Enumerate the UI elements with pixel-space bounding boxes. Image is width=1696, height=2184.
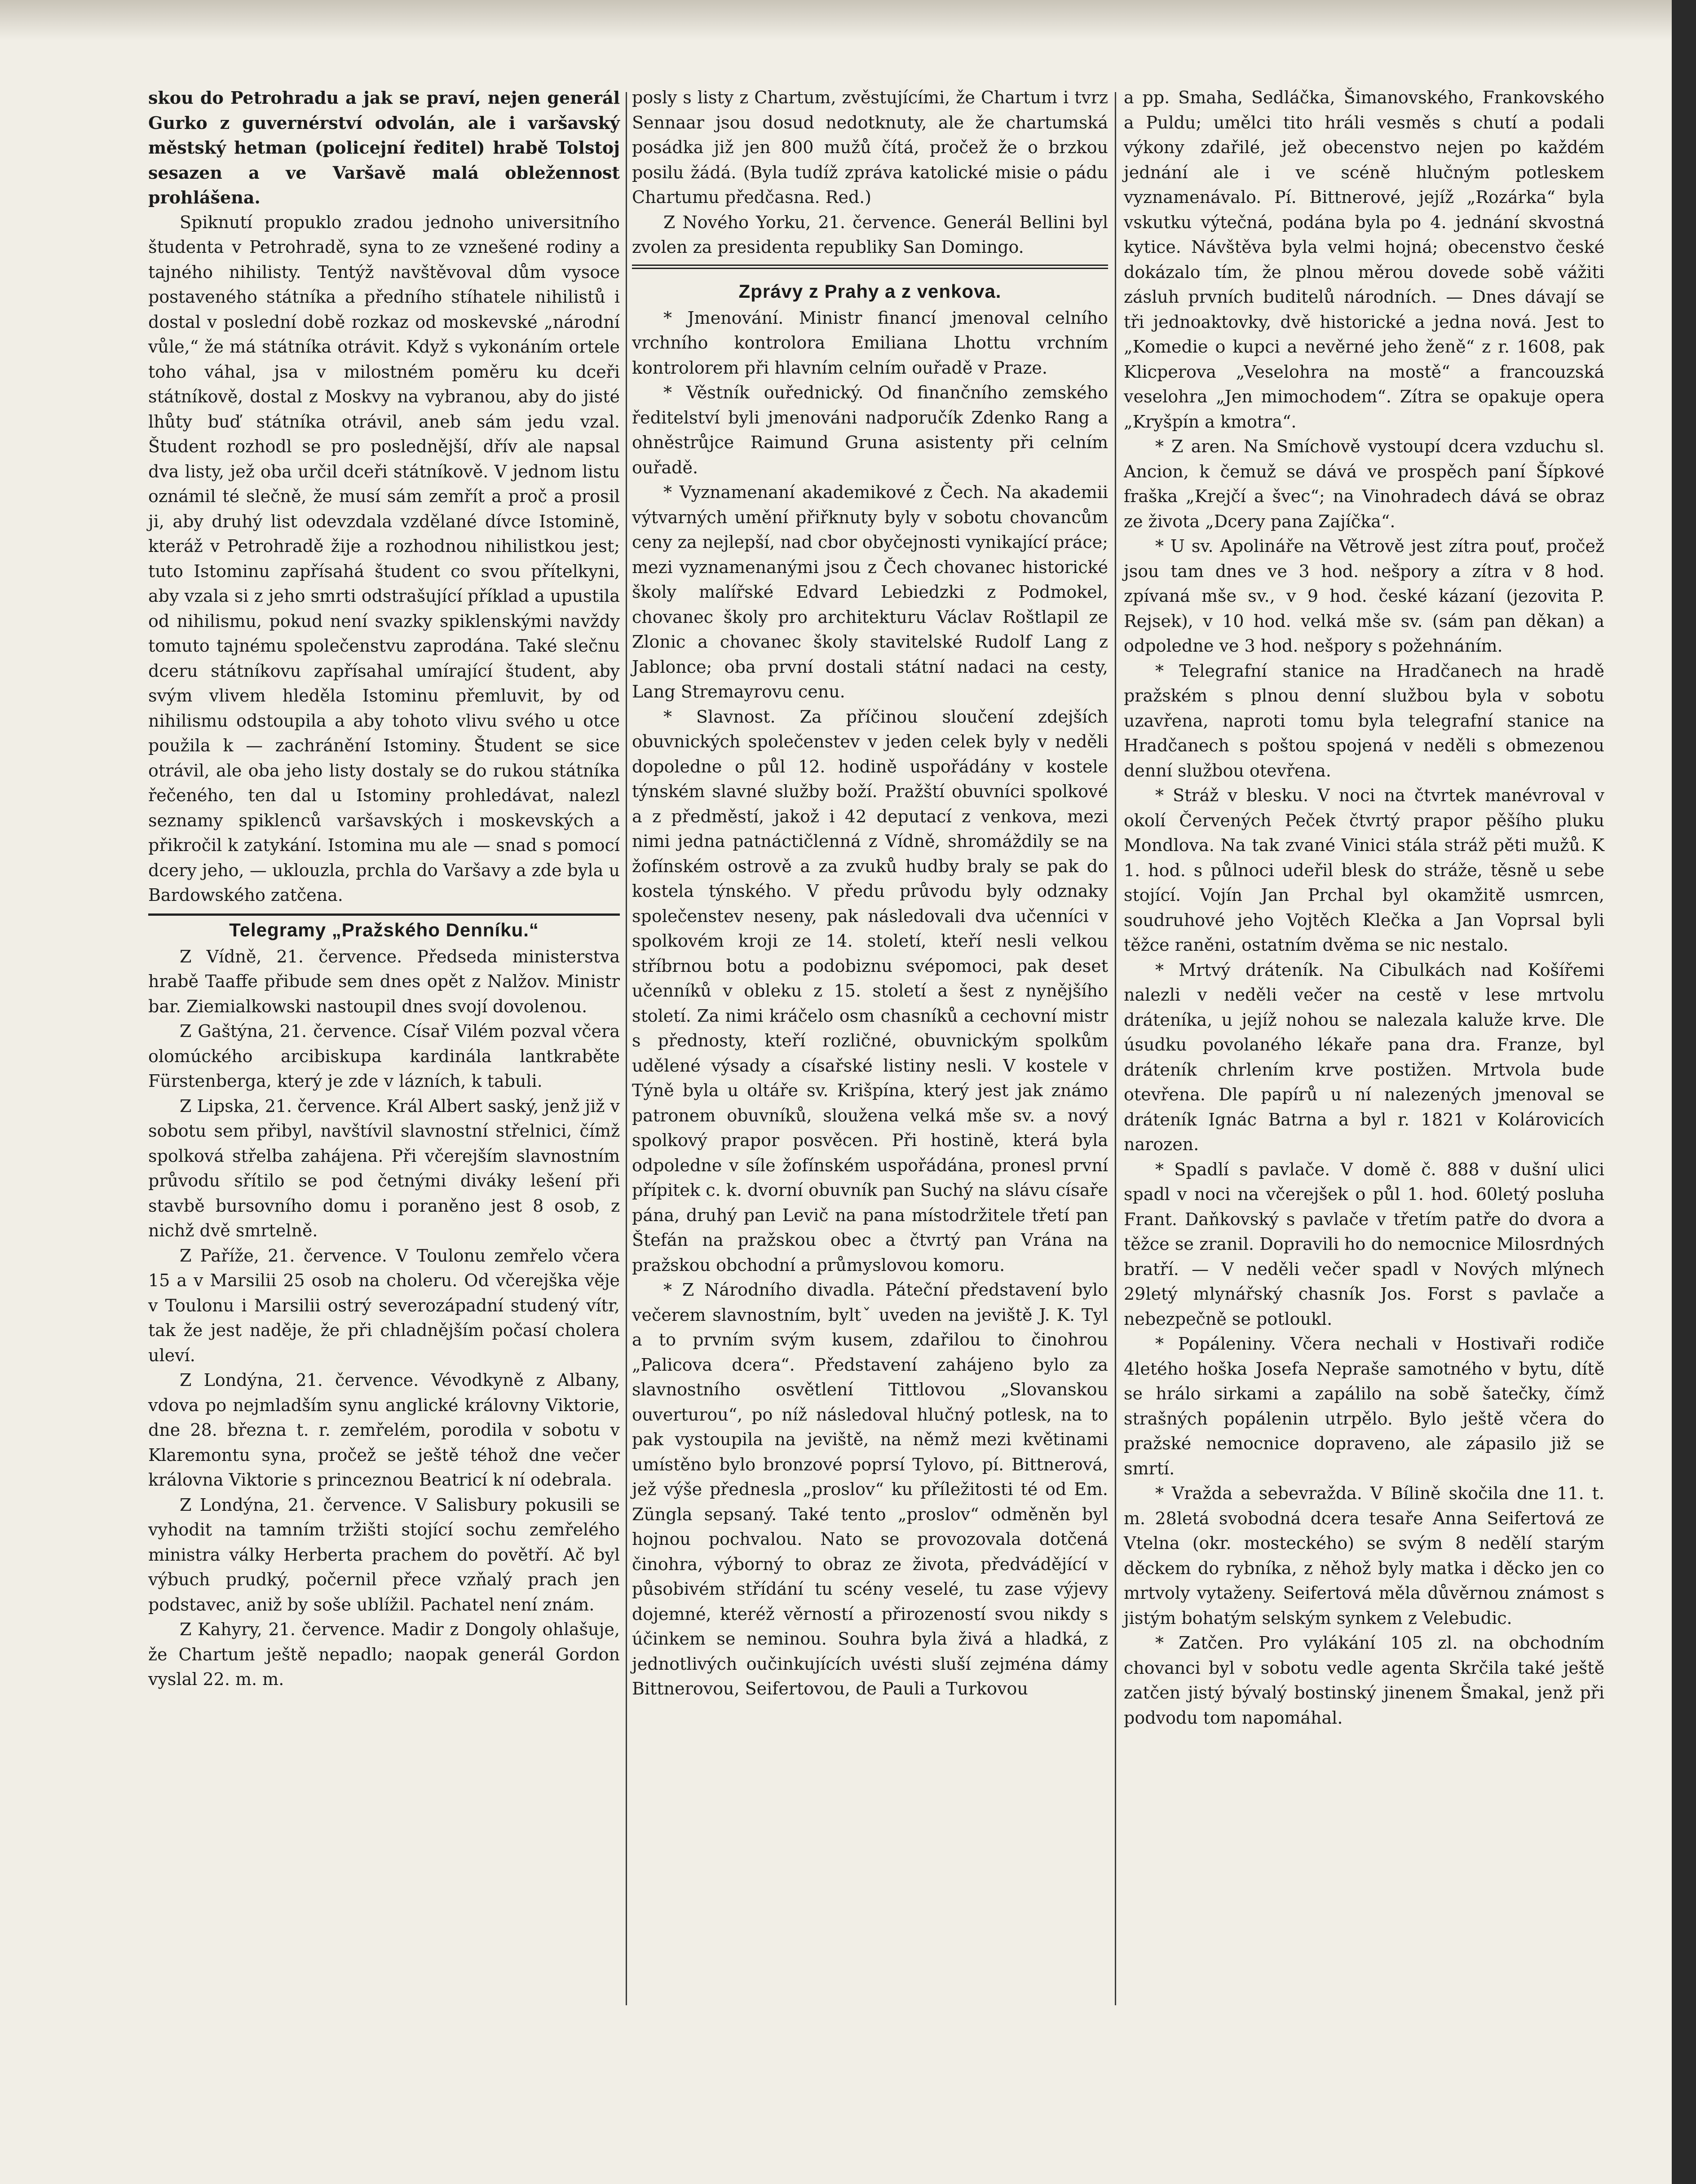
theatre-continuation: a pp. Smaha, Sedláčka, Šimanovského, Frankovského a Puldu; umělci tito hráli vesměs s chutí a podali výkony zdařilé, jež obecenstvo nejen po každém jednání ale i ve scéně hlučným potleskem vyznamenávalo. Pí. Bittnerové, jejíž „Rozárka“ byla vskutku výtečná, podána byla po 4. jednání skvostná kytice. Návštěva byla velmi hojná; obecenstvo české dokázalo tím, že plnou měrou dovede sobě vážiti zásluh prvních buditelů národních. — Dnes dávají se tři jednoaktovky, dvě historické a jedna nová. Jest to „Komedie o kupci a nevěrné jeho ženě“ z r. 1608, pak Klicperova „Veselohra na mostě“ a francouzská veselohra „Jen mimochodem“. Zítra se opakuje opera „Kryšpín a kmotra“. xyxy=(1124,88,1604,432)
column-3 xyxy=(1124,85,1604,1730)
telegram-new-york: Z Nového Yorku, 21. července. Generál Bellini byl zvolen za presidenta republiky San Domingo. xyxy=(632,212,1108,257)
telegram-london-2: Z Londýna, 21. července. V Salisbury pokusili se vyhodit na tamním tržišti stojící sochu zemřelého ministra války Herberta prachem do povětří. Ač byl výbuch prudký, počernil přece vzňalý prach jen podstavec, aniž by soše ublížil. Pachatel není znám. xyxy=(148,1495,620,1615)
page-right-edge xyxy=(1672,0,1696,2184)
page-top-shadow xyxy=(0,0,1672,40)
article-paragraph: Spiknutí propuklo zradou jednoho universitního študenta v Petrohradě, syna to ze vznešené rodiny a tajného nihilisty. Tentýž navštěvoval dům vysoce postaveného státníka a předního stíhatele nihilistů i dostal v poslední době rozkaz od moskevské „národní vůle,“ že má státníka otrávit. Když s vykonáním ortele toho váhal, jsa v milostném poměru ku dceři státníkově, dostal z Moskvy na vybranou, aby do jisté lhůty buď státníka otrávil, aneb sám jedu vzal. Študent rozhodl se pro poslednější, dřív ale napsal dva listy, jež oba určil dceři státníkově. V jednom listu oznámil té slečně, že musí sám zemřít a proč a prosil ji, aby druhý list odevzdala vzdělané dívce Istomině, kteráž v Petrohradě žije a rozhodnou nihilistkou jest; tuto Istominu zapřísahá študent co svou přítelkyni, aby vzala si z jeho smrti odstrašující příklad a upustila od nihilismu, pokud není svazky spiklenskými navždy tomuto tajnému společenstvu zaprodána. Také slečnu dceru státníkovu zapřísahal umírající študent, aby svým vlivem hleděla Istominu přemluvit, by od nihilismu odstoupila a aby tohoto vlivu svého u otce použila k — zachránění Istominy. Študent se sice otrávil, ale oba jeho listy dostaly se do rukou státníka řečeného, ten dal u Istominy prohledávat, nalezl seznamy spiklenců varšavských i moskevských a přikročil k zatykání. Istomina mu ale — snad s pomocí dcery jeho, — uklouzla, prchla do Varšavy a zde byla u Bardowského zatčena. xyxy=(148,212,620,905)
news-murder-suicide: * Vražda a sebevražda. V Bílině skočila dne 11. t. m. 28letá svobodná dcera tesaře Anna Seifertová ze Vtelna (okr. mosteckého) se svým 8 nedělí starým děckem do rybníka, z něhož byly matka i děcko jen co mrtvoly vytaženy. Seifertová měla důvěrnou známost s jistým bohatým selským synkem z Velebudic. xyxy=(1124,1483,1604,1628)
news-falls: * Spadlí s pavlače. V domě č. 888 v dušní ulici spadl v noci na včerejšek o půl 1. hod. 60letý posluha Frant. Daňkovský s pavlače v třetím patře do dvora a těžce se zranil. Dopravili ho do nemocnice Milosrdných bratří. — V neděli večer spadl v Nových mlýnech 29letý mlynářský chasník Jos. Forst s pavlače a nebezpečně se potloukl. xyxy=(1124,1159,1604,1329)
news-appointment: * Jmenování. Ministr financí jmenoval celního vrchního kontrolora Emiliana Lhottu vrchním kontrolorem při hlavním celním ouřadě v Praze. xyxy=(632,308,1108,378)
news-celebration: * Slavnost. Za příčinou sloučení zdejších obuvnických společenstev v jeden celek byly v neděli dopoledne o půl 12. hodině uspořádány v kostele týnském slavné služby boží. Pražští obuvníci spolkové a z předměstí, jakož i 42 deputací z venkova, mezi nimi jedna patnáctičlenná z Vídně, shromáždily se na žofínském ostrově a za zvuků hudby braly se pak do kostela týnského. V předu průvodu byly odznaky společenstev neseny, pak následovali dva učenníci v spolkovém kroji ze 14. století, kteří nesli velkou stříbrnou botu a podobiznu svépomoci, pak deset učenníků v obleku z 15. století a šest z nynějšího století. Za nimi kráčelo osm chasníků a cechovní mistr s přednosty, kteří rozličné, obuvnickým spolkům udělené výsady a císařské listiny nesli. V kostele v Týně byla u oltáře sv. Krišpína, který jest jak známo patronem obuvníků, sloužena velká mše sv. a nový spolkový prapor posvěcen. Při hostině, která byla odpoledne v síle žofínském uspořádána, pronesl první přípitek c. k. dvorní obuvník pan Suchý na slávu císaře pána, druhý pan Levič na pana místodržitele třetí pan Štefán na pražskou obec a čtvrtý pan Vrána na pražskou obchodní a průmyslovou komoru. xyxy=(632,706,1108,1275)
telegrams-heading: Telegramy „Pražského Denníku.“ xyxy=(148,913,620,942)
telegram-london-1: Z Londýna, 21. července. Vévodkyně z Albany, vdova po nejmladším synu anglické královny Viktorie, dne 28. března t. r. zemřelém, porodila v sobotu v Klaremontu syna, pročež se ještě téhož dne večer královna Viktorie s princeznou Beatricí k ní odebrala. xyxy=(148,1370,620,1490)
telegram-leipzig: Z Lipska, 21. července. Král Albert saský, jenž již v sobotu sem přibyl, navštívil slavnostní střelnici, čímž spolková střelba zahájena. Při včerejším slavnostním průvodu sřítilo se pod četnými diváky lešení při stavbě bursovního domu i poraněno jest 8 osob, z nichž dvě smrtelně. xyxy=(148,1096,620,1240)
column-2 xyxy=(632,85,1108,1702)
telegram-gastein: Z Gaštýna, 21. července. Císař Vilém pozval včera olomúckého arcibiskupa kardinála lantkraběte Fürstenberga, který je zde v lázních, k tabuli. xyxy=(148,1021,620,1091)
news-dead-tinker: * Mrtvý dráteník. Na Cibulkách nad Košířemi nalezli v neděli večer na cestě v lese mrtvolu dráteníka, u jejíž nohou se nalezala kaluže krve. Dle úsudku povolaného lékaře pana dra. Franze, byl dráteník chrlením krve postižen. Mrtvola bude otevřena. Dle papírů u ní nalezených jmenoval se dráteník Ignác Batrna a byl r. 1821 v Kolárovicích narozen. xyxy=(1124,960,1604,1154)
section-double-rule xyxy=(632,265,1108,269)
news-burns: * Popáleniny. Včera nechali v Hostivaři rodiče 4letého hoška Josefa Nepraše samotného v bytu, dítě se hrálo sirkami a zapálilo na sobě šatečky, čímž strašných popálenin utrpělo. Bylo ještě včera do pražské nemocnice dopraveno, ale zápasilo již se smrtí. xyxy=(1124,1334,1604,1478)
news-heading: Zprávy z Prahy a z venkova. xyxy=(738,280,1002,302)
news-official-gazette: * Věstník ouřednický. Od finančního zemského ředitelství byli jmenováni nadporučík Zdenko Rang a ohněstrůjce Raimund Gruna asistenty při celním ouřadě. xyxy=(632,383,1108,477)
news-arenas: * Z aren. Na Smíchově vystoupí dcera vzduchu sl. Ancion, k čemuž se dává ve prospěch paní Šípkové fraška „Krejčí a švec“; na Vinohradech dává se obraz ze života „Dcery pana Zajíčka“. xyxy=(1124,437,1604,531)
news-arrest: * Zatčen. Pro vylákání 105 zl. na obchodním chovanci byl v sobotu vedle agenta Skrčila také ještě zatčen jistý bývalý bostinský jinenem Šmakal, jenž při podvodu tom napomáhal. xyxy=(1124,1633,1604,1728)
news-national-theatre: * Z Národního divadla. Páteční představení bylo večerem slavnostním, byltˇ uveden na jeviště J. K. Tyl a to prvním svým kusem, zdařilou to činohrou „Palicova dcera“. Představení zahájeno bylo za slavnostního osvětlení Tittlovou „Slovanskou ouverturou“, po níž následoval hlučný potlesk, na to pak vystoupila na jeviště, na němž mezi květinami umístěno bylo bronzové poprsí Tylovo, pí. Bittnerová, jež výše přednesla „proslov“ ku příležitosti té od Em. Züngla sepsaný. Také tento „proslov“ odměněn byl hojnou pochvalou. Nato se provozovala dotčená činohra, výborný to obraz ze života, předvádějící v působivém střídání tu scény veselé, tu zase výjevy dojemné, kteréž věrností a přirozeností svou nikdy s účinkem se neminou. Souhra byla živá a hladká, z jednotlivých oučinkujících uvésti sluší zejména dámy Bittnerovou, Seifertovou, de Pauli a Turkovou xyxy=(632,1280,1108,1699)
telegram-paris: Z Paříže, 21. července. V Toulonu zemřelo včera 15 a v Marsilii 25 osob na choleru. Od včerejška věje v Toulonu i Marsilii ostrý severozápadní studený vítr, tak že jest naděje, že při chladnějším počasí cholera uleví. xyxy=(148,1245,620,1365)
article-continuation: skou do Petrohradu a jak se praví, nejen generál Gurko z guvernérství odvolán, ale i varšavský městský hetman (policejní ředitel) hrabě Tolstoj sesazen a ve Varšavě malá obležennost prohlášena. xyxy=(148,88,620,207)
news-academy-awards: * Vyznamenaní akademikové z Čech. Na akademii výtvarných umění přiřknuty byly v sobotu chovancům ceny za nejlepší, nad cbor obyčejnosti vynikající práce; mezi vyznamenanými jsou z Čech chovanec historické školy malířské Edvard Lebiedzki z Podmokel, chovanec školy pro architekturu Václav Roštlapil ze Zlonic a chovanec školy stavitelské Rudolf Lang z Jablonce; oba první dostali státní nadaci na cesty, Lang Stremayrovu cenu. xyxy=(632,482,1108,702)
telegram-cairo: Z Kahyry, 21. července. Madir z Dongoly ohlašuje, že Chartum ještě nepadlo; naopak generál Gordon vyslal 22. m. m. xyxy=(148,1619,620,1689)
news-telegraph-station: * Telegrafní stanice na Hradčanech na hradě pražském s plnou denní službou byla v sobotu uzavřena, naproti tomu byla telegrafní stanice na Hradčanech s poštou spojená v neděli s obmezenou denní službou otevřena. xyxy=(1124,661,1604,781)
telegram-vienna: Z Vídně, 21. července. Předseda ministerstva hrabě Taaffe přibude sem dnes opět z Nalžov. Ministr bar. Ziemialkowski nastoupil dnes svojí dovolenou. xyxy=(148,946,620,1016)
telegram-continuation: posly s listy z Chartum, zvěstujícími, že Chartum i tvrz Sennaar jsou dosud nedotknuty, ale že chartumská posádka již jen 800 mužů čítá, pročež že o brzkou posilu žádá. (Byla tudíž zpráva katolické misie o pádu Chartumu předčasna. Red.) xyxy=(632,88,1108,207)
column-rule-2 xyxy=(1115,92,1116,2005)
news-lightning: * Stráž v blesku. V noci na čtvrtek manévroval v okolí Červených Peček čtvrtý prapor pěšího pluku Mondlova. Na tak zvané Vinici stála stráž pěti mužů. K 1. hod. s půlnoci udeřil blesk do stráže, těsně u sebe stojící. Vojín Jan Prchal byl okamžitě usmrcen, soudruhové jeho Vojtěch Klečka a Jan Voprsal byli těžce raněni, ostatním dvěma se nic nestalo. xyxy=(1124,785,1604,955)
column-1 xyxy=(148,85,620,1692)
news-st-apollinaire: * U sv. Apolináře na Větrově jest zítra pouť, pročež jsou tam dnes ve 3 hod. nešpory a zítra v 8 hod. zpívaná mše sv., v 9 hod. české kázaní (jezovita P. Rejsek), v 10 hod. velká mše sv. (sám pan děkan) a odpoledne ve 3 hod. nešpory s požehnáním. xyxy=(1124,536,1604,656)
column-rule-1 xyxy=(626,92,627,2005)
